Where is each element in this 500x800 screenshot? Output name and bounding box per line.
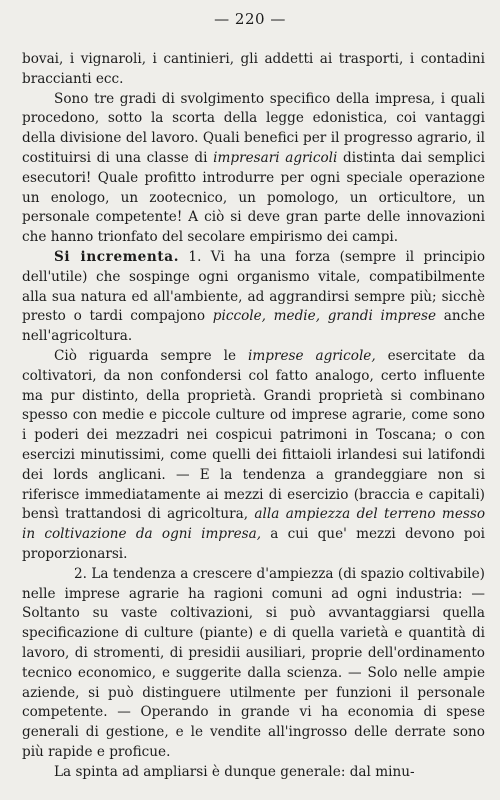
- paragraph-5: 2. La tendenza a crescere d'ampiezza (di spazio coltivabile) nelle imprese agrarie ha ragioni comuni ad ogni industria: — Soltanto su vaste coltivazioni, si può avvantaggiarsi quella specificazione di culture (piante) e di quella varietà e quantità di lavoro, di stromenti, di presidii ausiliari, proprie dell'ordinamento tecnico economico, e suggerite dalla scienza. — Solo nelle ampie aziende, si può distinguere utilmente per funzioni il personale competente. — Operando in grande vi ha economia di spese generali di gestione, e le vendite all'ingrosso delle derrate sono più rapide e proficue.: [22, 565, 485, 760]
- paragraph-4-italic-2: alla ampiezza del terreno messo in coltivazione da ogni impresa,: [22, 506, 485, 543]
- paragraph-4-text-c: esercitate da coltivatori, da non confondersi col fatto analogo, certo influente ma pur distinto, della proprietà. Grandi proprietà si combinano spesso con medie e piccole culture od imprese agrarie, come sono i poderi dei mezzadri nei cospicui patrimoni in Toscana; o con esercizi minutissimi, come quelli dei fittaioli irlandesi sui latifondi dei lords anglicani. — E la tendenza a grandeggiare non si riferisce immediatamente ai mezzi di esercizio (braccia e capitali) bensì trattandosi di agricoltura,: [22, 347, 485, 523]
- paragraph-2-text-c: distinta dai semplici esecutori! Quale profitto introdurre per ogni speciale operazione un enologo, un zootecnico, un pomologo, un orticultore, un personale competente! A ciò si deve gran parte delle innovazioni che hanno trionfato del secolare empirismo dei campi.: [22, 149, 485, 246]
- paragraph-1: bovai, i vignaroli, i cantinieri, gli addetti ai trasporti, i contadini braccianti ecc.: [22, 51, 485, 87]
- paragraph-4: [22, 347, 485, 565]
- paragraph-2-italic: impresari agricoli: [213, 149, 338, 166]
- paragraph-4-text-a: Ciò riguarda sempre le: [54, 347, 249, 364]
- paragraph-3: [22, 248, 485, 347]
- page-body: [22, 50, 485, 782]
- paragraph-3-text-a: 1. Vi ha una forza (sempre il principio dell'utile) che sospinge ogni organismo vitale, compatibilmente alla sua natura ed all'ambiente, ad aggrandirsi sempre più; sicchè presto o tardi compajono: [22, 248, 486, 325]
- section-heading: Si incrementa.: [54, 248, 180, 265]
- paragraph-3-italic: piccole, medie, grandi imprese: [212, 308, 437, 325]
- page-number: — 220 —: [214, 10, 286, 28]
- paragraph-3-text-c: anche nell'agricoltura.: [22, 308, 485, 345]
- paragraph-4-text-e: a cui que' mezzi devono poi proporzionarsi.: [22, 526, 485, 562]
- paragraph-6: La spinta ad ampliarsi è dunque generale: dal minu-: [54, 763, 415, 780]
- paragraph-4-italic-1: imprese agricole,: [248, 347, 376, 364]
- paragraph-2-text-a: Sono tre gradi di svolgimento specifico della impresa, i quali procedono, sotto la scorta della legge edonistica, coi vantaggi della divisione del lavoro. Quali benefici per il progresso agrario, il costituirsi di una classe di: [22, 90, 485, 166]
- paragraph-2: [22, 90, 485, 248]
